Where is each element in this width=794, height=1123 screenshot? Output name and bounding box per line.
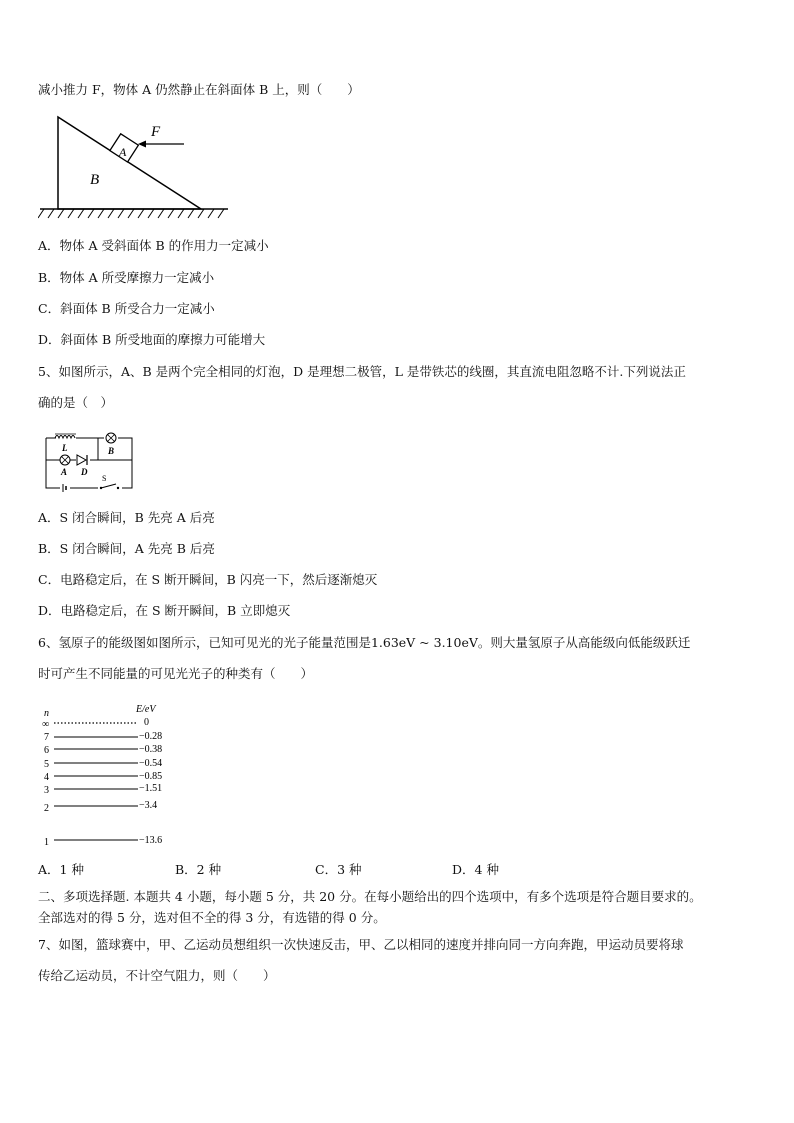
- level-n-4: 4: [44, 772, 49, 783]
- level-e-6: −0.38: [139, 744, 163, 755]
- q5-option-a: A．S 闭合瞬间，B 先亮 A 后亮: [38, 510, 215, 525]
- q6-option-a: A．1 种: [38, 862, 84, 877]
- q7-stem-line1: 7、如图，篮球赛中，甲、乙运动员想组织一次快速反击，甲、乙以相同的速度并排向同一方向奔跑，甲运动员要将球: [38, 937, 684, 952]
- level-e-4: −0.85: [139, 771, 163, 782]
- q4-option-d: D．斜面体 B 所受地面的摩擦力可能增大: [38, 332, 266, 347]
- level-n-1: 1: [44, 837, 49, 848]
- level-n-6: 6: [44, 745, 49, 756]
- q5-option-d: D．电路稳定后，在 S 断开瞬间，B 立即熄灭: [38, 603, 291, 618]
- circuit-label-b: B: [108, 446, 115, 456]
- q6-option-b: B．2 种: [175, 862, 222, 877]
- level-e-5: −0.54: [139, 758, 163, 769]
- q5-stem-line1: 5、如图所示，A、B 是两个完全相同的灯泡，D 是理想二极管，L 是带铁芯的线圈，其直流电阻忽略不计.下列说法正: [38, 364, 686, 379]
- q4-stem: 减小推力 F，物体 A 仍然静止在斜面体 B 上，则（ ）: [38, 82, 360, 97]
- level-e-7: −0.28: [139, 731, 163, 742]
- q5-option-b: B．S 闭合瞬间，A 先亮 B 后亮: [38, 541, 215, 556]
- section2-instructions-line1: 二、多项选择题. 本题共 4 小题，每小题 5 分，共 20 分。在每小题给出的四个选项中，有多个选项是符合题目要求的。: [38, 889, 702, 904]
- circuit-label-d: D: [81, 467, 88, 477]
- level-n-7: 7: [44, 732, 49, 743]
- q6-stem-line1: 6、氢原子的能级图如图所示，已知可见光的光子能量范围是1.63eV ~ 3.10eV。则大量氢原子从高能级向低能级跃迁: [38, 635, 691, 650]
- circuit-label-s: S: [102, 474, 107, 483]
- circuit-label-l: L: [62, 443, 68, 453]
- energy-header: E/eV: [136, 704, 156, 715]
- q4-option-a: A．物体 A 受斜面体 B 的作用力一定减小: [38, 238, 269, 253]
- level-e-3: −1.51: [139, 783, 163, 794]
- force-label-f: F: [151, 124, 161, 140]
- q4-option-c: C．斜面体 B 所受合力一定减小: [38, 301, 215, 316]
- level-n-2: 2: [44, 803, 49, 814]
- block-label-a: A: [119, 145, 127, 159]
- q5-option-c: C．电路稳定后，在 S 断开瞬间，B 闪亮一下，然后逐渐熄灭: [38, 572, 378, 587]
- level-n-inf: ∞: [42, 719, 50, 730]
- level-n-3: 3: [44, 785, 49, 796]
- q4-option-b: B．物体 A 所受摩擦力一定减小: [38, 270, 215, 285]
- q7-stem-line2: 传给乙运动员，不计空气阻力，则（ ）: [38, 968, 276, 983]
- energy-level-diagram: [38, 700, 188, 850]
- incline-figure: [38, 112, 238, 224]
- q6-stem-line2: 时可产生不同能量的可见光光子的种类有（ ）: [38, 666, 314, 681]
- n-header: n: [44, 708, 49, 719]
- q5-stem-line2: 确的是（ ）: [38, 395, 114, 410]
- q6-option-d: D．4 种: [452, 862, 499, 877]
- level-e-inf: 0: [144, 717, 149, 728]
- circuit-label-a: A: [61, 467, 68, 477]
- q6-option-c: C．3 种: [315, 862, 362, 877]
- section2-instructions-line2: 全部选对的得 5 分，选对但不全的得 3 分，有选错的得 0 分。: [38, 910, 386, 925]
- level-n-5: 5: [44, 759, 49, 770]
- circuit-figure: [38, 428, 138, 496]
- level-e-2: −3.4: [139, 800, 158, 811]
- incline-label-b: B: [90, 172, 100, 188]
- level-e-1: −13.6: [139, 835, 163, 846]
